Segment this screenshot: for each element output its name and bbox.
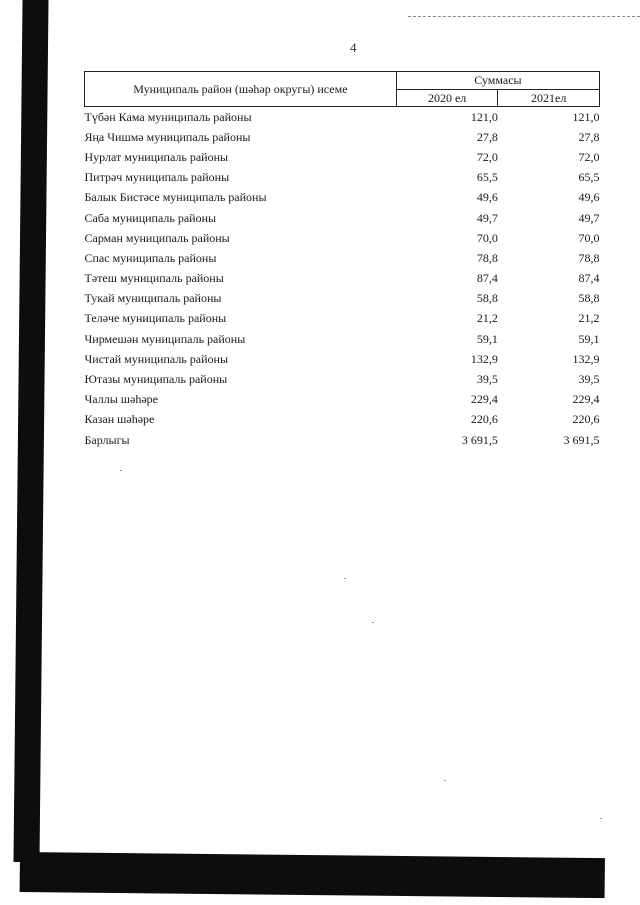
row-value-2021: 39,5 bbox=[578, 372, 600, 387]
row-name-cell: Тәтеш муниципаль районы bbox=[84, 271, 224, 286]
row-value-2020: 132,9 bbox=[470, 351, 498, 366]
table-row bbox=[85, 289, 600, 309]
row-value-2021: 121,0 bbox=[572, 109, 600, 124]
table-row bbox=[85, 188, 600, 208]
row-value-2020: 27,8 bbox=[476, 129, 498, 144]
row-value-2020: 65,5 bbox=[476, 170, 498, 185]
row-value-2020: 49,6 bbox=[476, 190, 498, 205]
row-value-2021: 3 691,5 bbox=[563, 432, 600, 447]
row-value-2020: 87,4 bbox=[476, 271, 498, 286]
row-value-2021: 27,8 bbox=[578, 129, 600, 144]
column-header-year-2020: 2020 ел bbox=[396, 89, 498, 107]
table-row bbox=[85, 127, 600, 147]
column-header-sum: Суммасы bbox=[396, 72, 599, 90]
table-row bbox=[85, 369, 600, 389]
table-row bbox=[85, 390, 600, 410]
row-name-cell: Яңа Чишмә муниципаль районы bbox=[84, 129, 251, 144]
row-name-cell: Балык Бистәсе муниципаль районы bbox=[84, 190, 267, 205]
row-value-2021: 49,7 bbox=[578, 210, 600, 225]
row-value-2020: 70,0 bbox=[476, 230, 498, 245]
row-value-2020: 72,0 bbox=[476, 149, 498, 164]
scan-speck bbox=[344, 578, 346, 579]
row-value-2020: 58,8 bbox=[476, 291, 498, 306]
scan-speck bbox=[372, 622, 374, 623]
row-value-2020: 39,5 bbox=[476, 372, 498, 387]
scan-speck bbox=[120, 470, 122, 471]
row-name-cell: Саба муниципаль районы bbox=[84, 210, 217, 225]
scan-shadow-bottom bbox=[20, 852, 605, 898]
table-row bbox=[85, 410, 600, 430]
table-row bbox=[85, 309, 600, 329]
scan-artifact-line bbox=[408, 16, 640, 17]
row-name-cell: Чирмешән муниципаль районы bbox=[84, 331, 246, 346]
row-value-2021: 70,0 bbox=[578, 230, 600, 245]
table-row bbox=[85, 269, 600, 289]
column-header-year-2021: 2021ел bbox=[498, 89, 600, 107]
table-row bbox=[85, 228, 600, 248]
row-value-2020: 3 691,5 bbox=[461, 432, 498, 447]
row-name-cell: Спас муниципаль районы bbox=[84, 250, 217, 265]
row-name-cell: Ютазы муниципаль районы bbox=[84, 372, 228, 387]
table-row bbox=[85, 107, 600, 128]
table-body bbox=[85, 107, 600, 451]
row-value-2021: 58,8 bbox=[578, 291, 600, 306]
row-value-2020: 229,4 bbox=[470, 392, 498, 407]
row-value-2020: 49,7 bbox=[476, 210, 498, 225]
row-name-cell: Сарман муниципаль районы bbox=[84, 230, 230, 245]
table-row bbox=[85, 329, 600, 349]
table-row bbox=[85, 248, 600, 268]
scan-speck bbox=[444, 780, 446, 781]
row-value-2020: 21,2 bbox=[476, 311, 498, 326]
table-row bbox=[85, 208, 600, 228]
row-value-2021: 59,1 bbox=[578, 331, 600, 346]
row-value-2020: 59,1 bbox=[476, 331, 498, 346]
row-value-2021: 72,0 bbox=[578, 149, 600, 164]
row-value-2021: 220,6 bbox=[572, 412, 600, 427]
row-value-2020: 220,6 bbox=[470, 412, 498, 427]
sums-table bbox=[84, 71, 600, 450]
row-name-cell: Түбән Кама муниципаль районы bbox=[84, 109, 252, 124]
row-value-2021: 49,6 bbox=[578, 190, 600, 205]
page-number: 4 bbox=[350, 40, 357, 55]
row-name-cell: Питрәч муниципаль районы bbox=[84, 170, 230, 185]
row-value-2021: 65,5 bbox=[578, 170, 600, 185]
row-value-2021: 21,2 bbox=[578, 311, 600, 326]
table-row bbox=[85, 168, 600, 188]
table-row bbox=[85, 349, 600, 369]
row-name-cell: Тукай муниципаль районы bbox=[84, 291, 222, 306]
scan-shadow-left bbox=[13, 0, 48, 862]
row-value-2020: 78,8 bbox=[476, 250, 498, 265]
table-row bbox=[85, 430, 600, 450]
column-header-name: Муниципаль район (шәһәр округы) исеме bbox=[85, 72, 397, 107]
row-name-cell: Барлыгы bbox=[84, 432, 130, 447]
row-name-cell: Нурлат муниципаль районы bbox=[84, 149, 229, 164]
row-value-2021: 78,8 bbox=[578, 250, 600, 265]
row-value-2021: 229,4 bbox=[572, 392, 600, 407]
table-header bbox=[85, 72, 600, 107]
row-name-cell: Теләче муниципаль районы bbox=[84, 311, 227, 326]
row-name-cell: Казан шәһәре bbox=[84, 412, 155, 427]
scan-speck bbox=[600, 818, 602, 819]
row-value-2021: 87,4 bbox=[578, 271, 600, 286]
row-name-cell: Чаллы шәһәре bbox=[84, 392, 158, 407]
row-value-2020: 121,0 bbox=[470, 109, 498, 124]
table-row bbox=[85, 147, 600, 167]
row-name-cell: Чистай муниципаль районы bbox=[84, 351, 229, 366]
row-value-2021: 132,9 bbox=[572, 351, 600, 366]
